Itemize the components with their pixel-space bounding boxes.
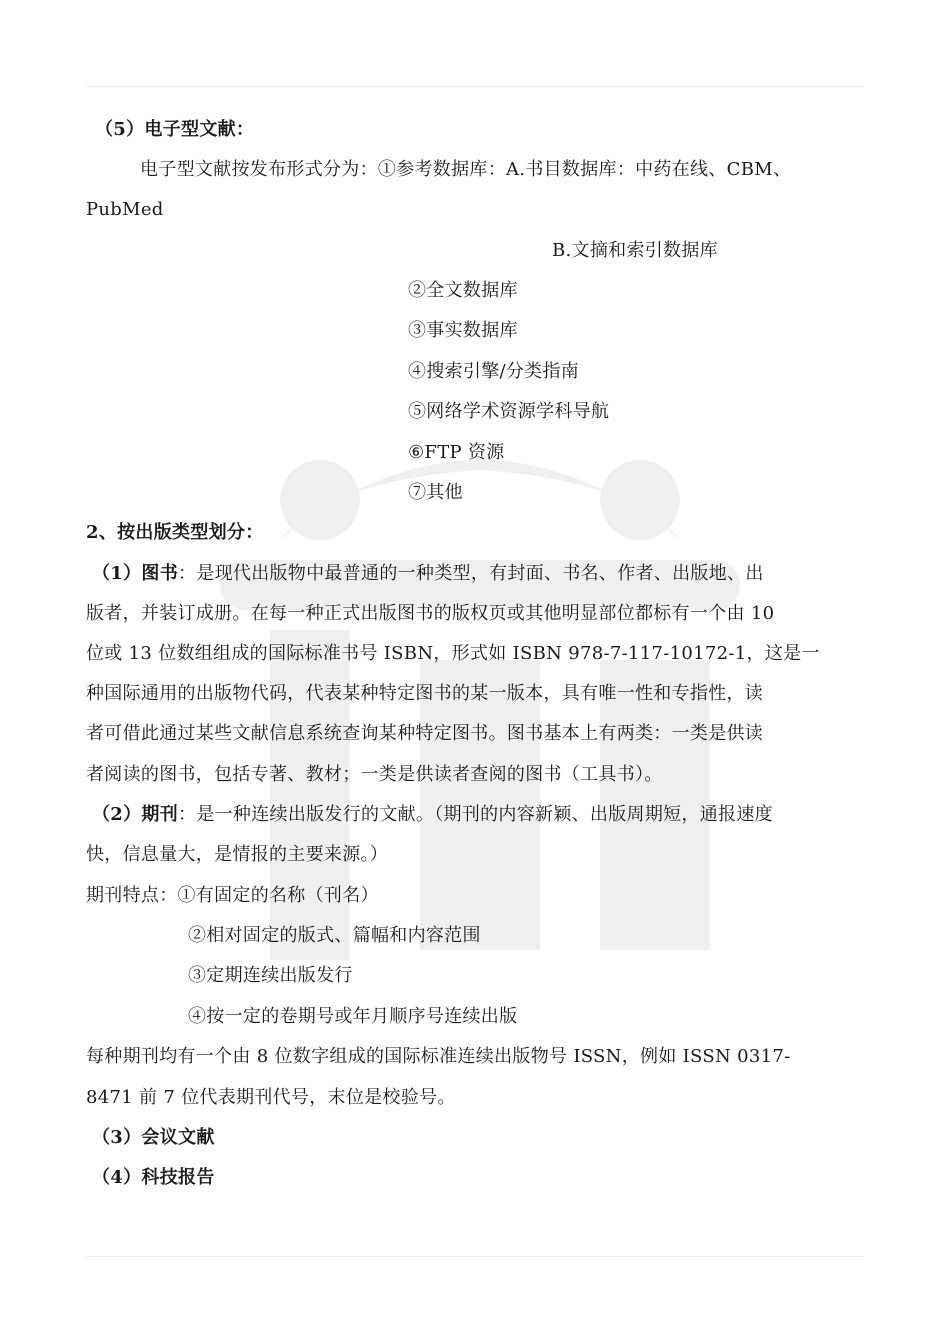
- section-heading-conference: （3）会议文献: [92, 1127, 215, 1148]
- journals-text: ：是一种连续出版发行的文献。（期刊的内容新颖、出版周期短，通报速度: [178, 804, 773, 825]
- features-label: 期刊特点：: [86, 885, 178, 906]
- paragraph-line: [92, 562, 764, 586]
- database-item: ⑦其他: [408, 482, 463, 503]
- journal-feature: ①有固定的名称（刊名）: [177, 885, 379, 906]
- paragraph-line: 8471 前 7 位代表期刊代号，末位是校验号。: [86, 1087, 456, 1108]
- paragraph-line: 快，信息量大，是情报的主要来源。）: [86, 844, 389, 865]
- journal-features-label: [86, 884, 379, 908]
- footer-rule: [86, 1256, 864, 1257]
- journal-feature: ③定期连续出版发行: [188, 965, 353, 986]
- books-text: ：是现代出版物中最普通的一种类型，有封面、书名、作者、出版地、出: [178, 563, 764, 584]
- journal-feature: ②相对固定的版式、篇幅和内容范围: [188, 925, 481, 946]
- paragraph-line: 位或 13 位数组组成的国际标准书号 ISBN，形式如 ISBN 978-7-117-10172-1，这是一: [86, 643, 820, 664]
- section-heading-electronic: （5）电子型文献：: [95, 119, 255, 140]
- paragraph-line: 种国际通用的出版物代码，代表某种特定图书的某一版本，具有唯一性和专指性，读: [86, 683, 764, 704]
- section-heading-tech-reports: （4）科技报告: [92, 1167, 215, 1188]
- paragraph-line: 者阅读的图书，包括专著、教材；一类是供读者查阅的图书（工具书）。: [86, 764, 663, 785]
- paragraph-line: 者可借此通过某些文献信息系统查询某种特定图书。图书基本上有两类：一类是供读: [86, 723, 764, 744]
- paragraph-line: 版者，并装订成册。在每一种正式出版图书的版权页或其他明显部位都标有一个由 10: [86, 603, 775, 624]
- paragraph-line: PubMed: [86, 199, 164, 220]
- database-item: ④搜索引擎/分类指南: [408, 361, 580, 382]
- paragraph-line: 每种期刊均有一个由 8 位数字组成的国际标准连续出版物号 ISSN，例如 ISSN 0317-: [86, 1046, 791, 1067]
- books-label: （1）图书: [92, 563, 179, 584]
- section-heading-publication-type: 2、按出版类型划分：: [86, 522, 264, 543]
- database-item: B.文摘和索引数据库: [552, 240, 718, 261]
- header-rule: [86, 86, 864, 87]
- database-item: ⑥FTP 资源: [408, 442, 505, 463]
- paragraph-line: 电子型文献按发布形式分为：①参考数据库：A.书目数据库：中药在线、CBM、: [140, 159, 792, 180]
- database-item: ②全文数据库: [408, 280, 518, 301]
- paragraph-line: [92, 803, 773, 827]
- journals-label: （2）期刊: [92, 804, 179, 825]
- database-item: ⑤网络学术资源学科导航: [408, 401, 610, 422]
- journal-feature: ④按一定的卷期号或年月顺序号连续出版: [188, 1006, 518, 1027]
- database-item: ③事实数据库: [408, 320, 518, 341]
